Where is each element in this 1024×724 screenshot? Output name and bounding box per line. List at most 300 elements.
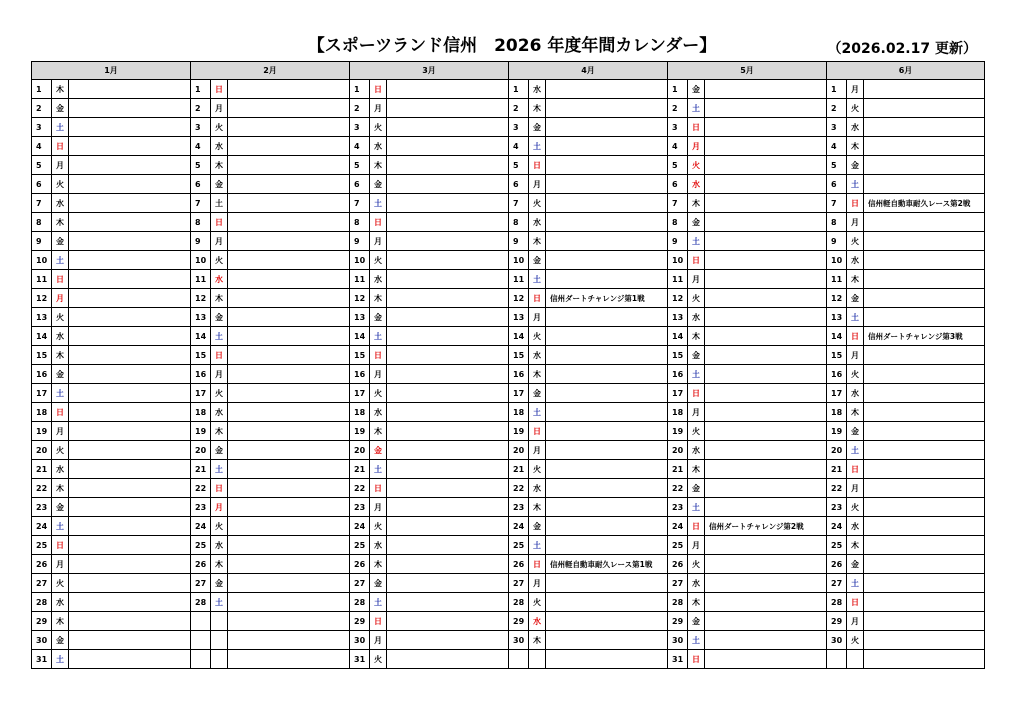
day-number: 6: [191, 175, 211, 194]
weekday: 金: [211, 574, 228, 593]
day-number: 12: [668, 289, 688, 308]
day-number: 12: [350, 289, 370, 308]
day-number: 2: [668, 99, 688, 118]
day-number: 16: [350, 365, 370, 384]
weekday: 月: [688, 137, 705, 156]
weekday: 土: [52, 251, 69, 270]
event-cell: [228, 593, 350, 612]
event-cell: [387, 574, 509, 593]
day-number: 11: [827, 270, 847, 289]
day-number: 27: [509, 574, 529, 593]
event-label: 信州ダートチャレンジ第3戦: [864, 327, 985, 346]
event-cell: [69, 365, 191, 384]
day-number: 8: [827, 213, 847, 232]
weekday: 日: [370, 479, 387, 498]
weekday: 土: [847, 308, 864, 327]
event-label: 信州ダートチャレンジ第2戦: [705, 517, 827, 536]
event-cell: [69, 422, 191, 441]
day-number: 22: [509, 479, 529, 498]
weekday: 月: [847, 479, 864, 498]
day-number: 10: [32, 251, 52, 270]
month-header: 2月: [191, 62, 350, 80]
weekday: 土: [211, 460, 228, 479]
event-cell: [705, 441, 827, 460]
day-number: 15: [32, 346, 52, 365]
weekday: 水: [52, 593, 69, 612]
weekday: 日: [52, 403, 69, 422]
weekday: 月: [847, 612, 864, 631]
event-cell: [705, 327, 827, 346]
event-cell: [546, 346, 668, 365]
weekday: 木: [688, 194, 705, 213]
day-number: 30: [350, 631, 370, 650]
event-cell: [864, 175, 985, 194]
day-number: 26: [827, 555, 847, 574]
day-number: 15: [191, 346, 211, 365]
day-number: 29: [350, 612, 370, 631]
event-cell: [387, 536, 509, 555]
day-number: 21: [350, 460, 370, 479]
weekday: 日: [847, 327, 864, 346]
day-number: 30: [827, 631, 847, 650]
weekday: 火: [211, 384, 228, 403]
day-number: 29: [668, 612, 688, 631]
weekday: 火: [529, 593, 546, 612]
weekday: 水: [370, 403, 387, 422]
day-number: 22: [191, 479, 211, 498]
weekday: 木: [688, 327, 705, 346]
event-cell: [69, 517, 191, 536]
event-cell: [705, 156, 827, 175]
weekday: 火: [688, 156, 705, 175]
day-row: [32, 232, 985, 251]
event-cell: [69, 460, 191, 479]
day-number: 20: [350, 441, 370, 460]
event-cell: [69, 327, 191, 346]
weekday: 土: [688, 99, 705, 118]
event-cell: [705, 270, 827, 289]
day-number: 9: [509, 232, 529, 251]
page-title: 【スポーツランド信州 2026 年度年間カレンダー】: [307, 36, 717, 56]
day-row: [32, 156, 985, 175]
event-cell: [69, 270, 191, 289]
event-cell: [69, 175, 191, 194]
event-cell: [546, 308, 668, 327]
weekday: 木: [688, 460, 705, 479]
event-cell: [705, 479, 827, 498]
weekday: 水: [211, 270, 228, 289]
event-cell: [864, 441, 985, 460]
weekday: 日: [370, 80, 387, 99]
month-header: 5月: [668, 62, 827, 80]
weekday: [211, 612, 228, 631]
weekday: 日: [847, 593, 864, 612]
weekday: 金: [370, 574, 387, 593]
event-cell: [228, 194, 350, 213]
day-number: 17: [350, 384, 370, 403]
event-cell: [228, 213, 350, 232]
weekday: 日: [211, 80, 228, 99]
event-cell: [705, 593, 827, 612]
event-cell: [387, 232, 509, 251]
event-cell: [387, 555, 509, 574]
weekday: 日: [211, 213, 228, 232]
day-number: 2: [32, 99, 52, 118]
weekday: 木: [370, 555, 387, 574]
day-number: 1: [32, 80, 52, 99]
day-number: 9: [191, 232, 211, 251]
day-number: 21: [32, 460, 52, 479]
event-cell: [228, 156, 350, 175]
day-row: [32, 308, 985, 327]
weekday: 土: [847, 574, 864, 593]
day-number: 6: [32, 175, 52, 194]
weekday: 水: [688, 574, 705, 593]
event-cell: [387, 137, 509, 156]
event-cell: [228, 631, 350, 650]
weekday: 火: [370, 118, 387, 137]
weekday: 金: [211, 441, 228, 460]
event-cell: [69, 137, 191, 156]
weekday: 水: [370, 536, 387, 555]
day-number: [509, 650, 529, 669]
event-cell: [705, 574, 827, 593]
day-number: 5: [668, 156, 688, 175]
event-cell: [69, 80, 191, 99]
updated-date: （2026.02.17 更新）: [827, 41, 977, 57]
weekday: 金: [688, 213, 705, 232]
weekday: 日: [529, 289, 546, 308]
weekday: 日: [529, 422, 546, 441]
weekday: 金: [52, 365, 69, 384]
day-row: [32, 365, 985, 384]
day-number: 20: [827, 441, 847, 460]
day-number: 28: [668, 593, 688, 612]
day-row: [32, 574, 985, 593]
event-cell: [546, 156, 668, 175]
weekday: 火: [52, 574, 69, 593]
weekday: 金: [847, 422, 864, 441]
event-cell: [705, 365, 827, 384]
event-cell: [228, 403, 350, 422]
event-cell: [546, 422, 668, 441]
day-row: [32, 631, 985, 650]
day-row: [32, 479, 985, 498]
weekday: 土: [370, 327, 387, 346]
day-number: 17: [509, 384, 529, 403]
day-number: 15: [350, 346, 370, 365]
event-cell: [864, 365, 985, 384]
event-cell: [228, 251, 350, 270]
weekday: 日: [370, 213, 387, 232]
day-number: 21: [191, 460, 211, 479]
day-number: 13: [509, 308, 529, 327]
weekday: 金: [370, 308, 387, 327]
event-cell: [387, 99, 509, 118]
weekday: 月: [370, 498, 387, 517]
day-number: 24: [350, 517, 370, 536]
day-number: 3: [509, 118, 529, 137]
day-number: 15: [509, 346, 529, 365]
day-number: 14: [32, 327, 52, 346]
day-number: 2: [350, 99, 370, 118]
day-number: 4: [191, 137, 211, 156]
weekday: 月: [529, 308, 546, 327]
weekday: 木: [529, 365, 546, 384]
weekday: 日: [688, 517, 705, 536]
day-number: 12: [32, 289, 52, 308]
weekday: 水: [370, 137, 387, 156]
weekday: 水: [529, 612, 546, 631]
event-cell: [705, 118, 827, 137]
day-number: 10: [509, 251, 529, 270]
event-cell: [864, 118, 985, 137]
event-label: 信州軽自動車耐久レース第2戦: [864, 194, 985, 213]
weekday: 火: [529, 194, 546, 213]
weekday: 土: [688, 631, 705, 650]
day-number: 1: [509, 80, 529, 99]
weekday: 木: [847, 403, 864, 422]
weekday: 土: [688, 232, 705, 251]
event-cell: [546, 517, 668, 536]
day-number: 13: [32, 308, 52, 327]
event-cell: [387, 156, 509, 175]
event-cell: [546, 251, 668, 270]
day-number: 9: [668, 232, 688, 251]
day-number: 5: [827, 156, 847, 175]
day-number: [191, 631, 211, 650]
event-cell: [387, 460, 509, 479]
event-cell: [864, 213, 985, 232]
day-number: 21: [668, 460, 688, 479]
day-number: 18: [509, 403, 529, 422]
weekday: 日: [370, 346, 387, 365]
event-cell: [228, 346, 350, 365]
event-cell: [705, 308, 827, 327]
day-number: 24: [668, 517, 688, 536]
event-cell: [546, 327, 668, 346]
event-cell: [228, 650, 350, 669]
weekday: 水: [211, 536, 228, 555]
weekday: 水: [529, 346, 546, 365]
event-cell: [228, 308, 350, 327]
day-number: 21: [509, 460, 529, 479]
event-cell: [864, 650, 985, 669]
weekday: 月: [688, 536, 705, 555]
event-cell: [228, 555, 350, 574]
event-cell: [864, 384, 985, 403]
day-number: 4: [32, 137, 52, 156]
day-number: 26: [191, 555, 211, 574]
day-number: 27: [668, 574, 688, 593]
event-cell: [864, 498, 985, 517]
event-cell: [69, 479, 191, 498]
event-cell: [69, 194, 191, 213]
weekday: 月: [370, 99, 387, 118]
event-cell: [228, 536, 350, 555]
day-number: 18: [668, 403, 688, 422]
weekday: 日: [211, 346, 228, 365]
day-number: 17: [191, 384, 211, 403]
day-number: 23: [509, 498, 529, 517]
day-row: [32, 175, 985, 194]
day-number: 7: [509, 194, 529, 213]
day-number: 4: [509, 137, 529, 156]
day-number: 11: [32, 270, 52, 289]
weekday: 木: [529, 232, 546, 251]
event-cell: [387, 308, 509, 327]
weekday: 火: [211, 517, 228, 536]
weekday: 木: [688, 593, 705, 612]
weekday: 月: [370, 365, 387, 384]
day-number: 30: [509, 631, 529, 650]
month-header: 4月: [509, 62, 668, 80]
event-cell: [69, 536, 191, 555]
day-row: [32, 194, 985, 213]
event-cell: [546, 403, 668, 422]
weekday: 土: [52, 384, 69, 403]
event-cell: [387, 498, 509, 517]
event-cell: [864, 536, 985, 555]
day-row: [32, 346, 985, 365]
weekday: 火: [370, 384, 387, 403]
day-number: 23: [668, 498, 688, 517]
event-cell: [705, 99, 827, 118]
day-row: [32, 213, 985, 232]
weekday: 金: [847, 555, 864, 574]
weekday: 月: [211, 232, 228, 251]
day-number: 11: [350, 270, 370, 289]
weekday: 土: [529, 270, 546, 289]
event-cell: [546, 118, 668, 137]
day-row: [32, 460, 985, 479]
event-cell: [705, 251, 827, 270]
day-number: 3: [32, 118, 52, 137]
day-number: 22: [668, 479, 688, 498]
day-number: 16: [32, 365, 52, 384]
weekday: 火: [688, 555, 705, 574]
weekday: 金: [847, 289, 864, 308]
event-cell: [69, 232, 191, 251]
event-cell: [69, 612, 191, 631]
event-cell: [705, 612, 827, 631]
day-number: 31: [350, 650, 370, 669]
weekday: 土: [529, 137, 546, 156]
day-number: 25: [32, 536, 52, 555]
event-cell: [546, 441, 668, 460]
day-row: [32, 422, 985, 441]
weekday: 水: [688, 441, 705, 460]
day-row: [32, 80, 985, 99]
month-header: 1月: [32, 62, 191, 80]
weekday: 月: [370, 232, 387, 251]
event-cell: [69, 441, 191, 460]
day-row: [32, 327, 985, 346]
weekday: 木: [847, 137, 864, 156]
weekday: 木: [529, 498, 546, 517]
month-header: 3月: [350, 62, 509, 80]
event-cell: [69, 346, 191, 365]
event-cell: [69, 118, 191, 137]
event-cell: [228, 118, 350, 137]
event-cell: [228, 270, 350, 289]
weekday: 木: [52, 479, 69, 498]
calendar-table: [31, 61, 985, 669]
event-cell: [69, 403, 191, 422]
weekday: 土: [52, 650, 69, 669]
event-cell: [387, 270, 509, 289]
event-cell: [705, 137, 827, 156]
day-number: 6: [668, 175, 688, 194]
day-number: 19: [350, 422, 370, 441]
weekday: 火: [847, 365, 864, 384]
day-number: 18: [191, 403, 211, 422]
day-number: 27: [827, 574, 847, 593]
weekday: 月: [529, 441, 546, 460]
weekday: 火: [52, 441, 69, 460]
day-number: 9: [350, 232, 370, 251]
day-number: 25: [668, 536, 688, 555]
day-number: 5: [191, 156, 211, 175]
day-number: 17: [668, 384, 688, 403]
day-row: [32, 118, 985, 137]
day-number: 3: [827, 118, 847, 137]
event-cell: [864, 479, 985, 498]
weekday: 火: [529, 460, 546, 479]
event-cell: [705, 631, 827, 650]
day-number: 17: [32, 384, 52, 403]
day-number: 14: [350, 327, 370, 346]
event-cell: [546, 80, 668, 99]
day-number: 7: [668, 194, 688, 213]
day-row: [32, 555, 985, 574]
event-cell: [546, 194, 668, 213]
weekday: 月: [52, 555, 69, 574]
weekday: 火: [370, 251, 387, 270]
day-number: 31: [32, 650, 52, 669]
weekday: 木: [370, 289, 387, 308]
day-row: [32, 251, 985, 270]
event-cell: [864, 99, 985, 118]
day-number: 26: [350, 555, 370, 574]
event-cell: [864, 156, 985, 175]
day-number: 2: [509, 99, 529, 118]
event-cell: [705, 289, 827, 308]
weekday: 月: [529, 175, 546, 194]
weekday: 月: [529, 574, 546, 593]
event-cell: [228, 80, 350, 99]
day-number: 25: [191, 536, 211, 555]
event-cell: [864, 232, 985, 251]
weekday: 火: [688, 422, 705, 441]
weekday: 木: [52, 612, 69, 631]
day-number: 21: [827, 460, 847, 479]
event-cell: [228, 517, 350, 536]
day-number: 4: [350, 137, 370, 156]
day-number: 19: [668, 422, 688, 441]
weekday: 日: [688, 251, 705, 270]
weekday: 土: [688, 498, 705, 517]
weekday: 日: [688, 650, 705, 669]
event-cell: [864, 346, 985, 365]
weekday: 月: [211, 365, 228, 384]
day-number: 5: [350, 156, 370, 175]
weekday: 火: [529, 327, 546, 346]
weekday: 月: [688, 270, 705, 289]
event-cell: [387, 118, 509, 137]
day-number: 25: [827, 536, 847, 555]
day-number: 27: [191, 574, 211, 593]
